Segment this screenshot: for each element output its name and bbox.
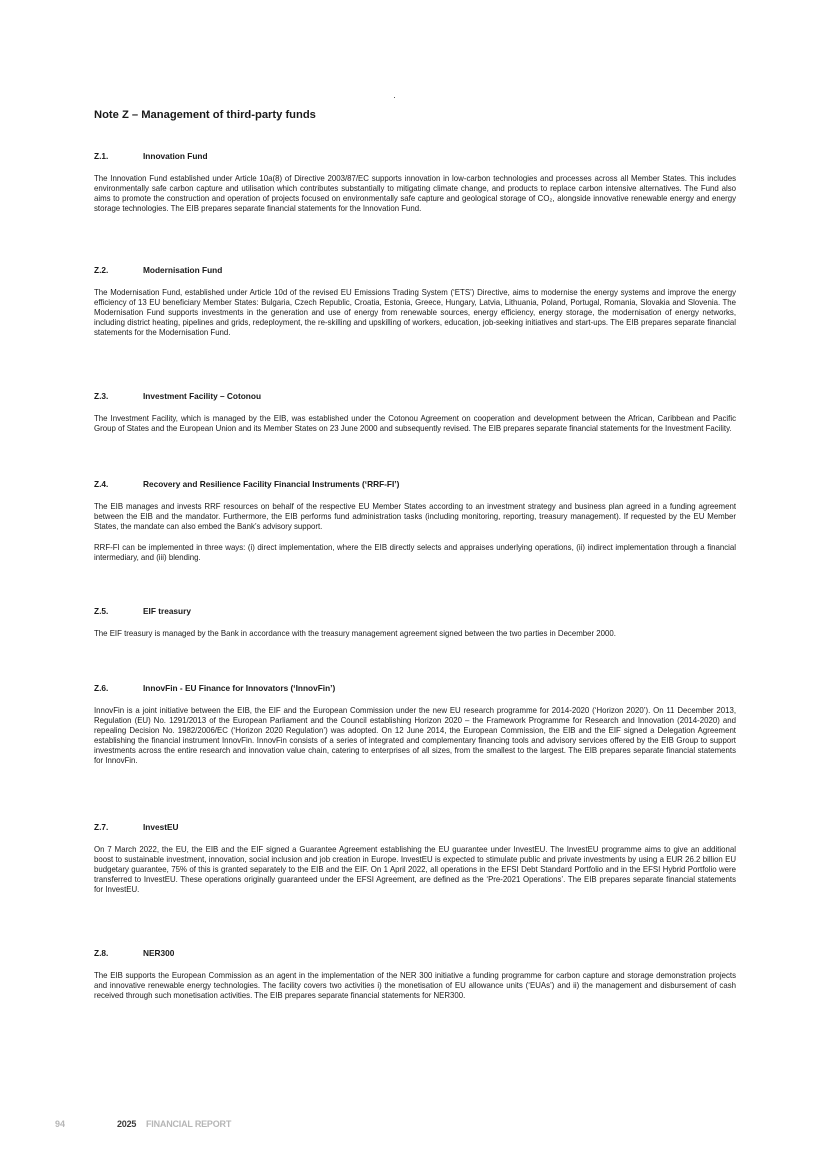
section-title: EIF treasury — [143, 606, 191, 616]
section-number: Z.7. — [94, 822, 109, 832]
section-heading — [94, 947, 736, 959]
section-title: InvestEU — [143, 822, 179, 832]
page-footer — [55, 1119, 355, 1133]
section-number: Z.5. — [94, 606, 109, 616]
page-number: 94 — [55, 1119, 66, 1129]
note-title: Note Z – Management of third-party funds — [94, 109, 316, 121]
section-paragraph: On 7 March 2022, the EU, the EIB and the EIF signed a Guarantee Agreement establishing the EU guarantee under InvestEU. The InvestEU programme aims to give an additional boost to sustainable investment, innovation, social inclusion and job creation in Europe. InvestEU is expected to stimulate public and private investments by using a EUR 26.2 billion EU budgetary guarantee, 75% of this is granted separately to the EIB and the EIF. On 1 April 2022, all operations in the EFSI Debt Standard Portfolio and in the EFSI Hybrid Portfolio were transferred to InvestEU. These operations originally guaranteed under the EFSI Agreement, are defined as the ‘Pre-2021 Operations’. The EIB prepares separate financial statements for InvestEU. — [94, 845, 736, 895]
section-paragraph: The EIB manages and invests RRF resources on behalf of the respective EU Member States according to an investment strategy and business plan agreed in a funding agreement between the EIB and the mandator. Furthermore, the EIB performs fund administration tasks (including monitoring, reporting, treasury management). If requested by the EU Member States, the mandate can also embed the Bank’s advisory support. — [94, 502, 736, 532]
section-paragraph: The EIB supports the European Commission as an agent in the implementation of the NER 300 initiative a funding programme for carbon capture and storage demonstration projects and innovative renewable energy technologies. The facility covers two activities i) the monetisation of EU allowance units (‘EUAs’) and ii) the management and disbursement of cash received through such monetisation activities. The EIB prepares separate financial statements for NER300. — [94, 971, 736, 1001]
section-paragraph: The Modernisation Fund, established under Article 10d of the revised EU Emissions Trading System (‘ETS’) Directive, aims to modernise the energy systems and improve the energy efficiency of 13 EU beneficiary Member States: Bulgaria, Czech Republic, Croatia, Estonia, Greece, Hungary, Latvia, Lithuania, Poland, Portugal, Romania, Slovakia and Slovenia. The Modernisation Fund supports investments in the generation and use of energy from renewable sources, energy efficiency, energy storage, the modernisation of energy networks, including district heating, pipelines and grids, redeployment, the re-skilling and upskilling of workers, education, job-seeking initiatives and start-ups. The EIB prepares separate financial statements for the Modernisation Fund. — [94, 288, 736, 338]
section-paragraph: InnovFin is a joint initiative between the EIB, the EIF and the European Commission under the new EU research programme for 2014-2020 (‘Horizon 2020’). On 11 December 2013, Regulation (EU) No. 1291/2013 of the European Parliament and the Council establishing Horizon 2020 – the Framework Programme for Research and Innovation (2014-2020) and repealing Decision No. 1982/2006/EC (‘Horizon 2020 Regulation’) was adopted. On 12 June 2014, the European Commission, the EIB and the EIF signed a Delegation Agreement establishing the financial instrument InnovFin. InnovFin consists of a series of integrated and complementary financing tools and advisory services offered by the EIB Group to support investments across the entire research and innovation value chain, catering to enterprises of all sizes, from the smallest to the largest. The EIB prepares separate financial statements for InnovFin. — [94, 706, 736, 766]
section-innovfin — [94, 682, 736, 767]
section-title: NER300 — [143, 948, 175, 958]
section-eif-treasury — [94, 605, 736, 639]
section-investeu — [94, 821, 736, 895]
section-innovation-fund — [94, 150, 736, 214]
section-ner300 — [94, 947, 736, 1001]
section-heading — [94, 821, 736, 833]
section-title: InnovFin - EU Finance for Innovators (‘InnovFin’) — [143, 683, 336, 693]
section-paragraph: The Investment Facility, which is managed by the EIB, was established under the Cotonou Agreement on cooperation and development between the African, Caribbean and Pacific Group of States and the European Union and its Member States on 23 June 2000 and subsequently revised. The EIB prepares separate financial statements for the Investment Facility. — [94, 414, 736, 434]
section-paragraph: RRF-FI can be implemented in three ways: (i) direct implementation, where the EIB directly selects and appraises underlying operations, (ii) indirect implementation through a financial intermediary, and (iii) blending. — [94, 543, 736, 563]
section-number: Z.1. — [94, 151, 109, 161]
section-number: Z.4. — [94, 479, 109, 489]
stray-mark — [394, 97, 395, 98]
section-number: Z.2. — [94, 265, 109, 275]
section-title: Innovation Fund — [143, 151, 208, 161]
section-title: Recovery and Resilience Facility Financial Instruments (‘RRF-FI’) — [143, 479, 400, 489]
section-paragraph: The EIF treasury is managed by the Bank in accordance with the treasury management agreement signed between the two parties in December 2000. — [94, 629, 616, 638]
section-heading — [94, 390, 736, 402]
section-paragraph: The Innovation Fund established under Article 10a(8) of Directive 2003/87/EC supports innovation in low-carbon technologies and processes across all Member States. This includes environmentally safe carbon capture and utilisation which contributes substantially to mitigating climate change, and products to replace carbon intensive alternatives. The Fund also aims to promote the construction and operation of projects focused on environmentally safe capture and geological storage of CO₂, alongside innovative renewable energy and energy storage technologies. The EIB prepares separate financial statements for the Innovation Fund. — [94, 174, 736, 214]
report-year: 2025 — [117, 1119, 137, 1129]
section-heading — [94, 605, 736, 617]
section-number: Z.3. — [94, 391, 109, 401]
section-heading — [94, 264, 736, 276]
section-heading — [94, 682, 736, 694]
section-heading — [94, 478, 736, 490]
section-investment-facility-cotonou — [94, 390, 736, 434]
section-number: Z.6. — [94, 683, 109, 693]
section-title: Modernisation Fund — [143, 265, 223, 275]
report-label: FINANCIAL REPORT — [146, 1119, 232, 1129]
section-heading — [94, 150, 736, 162]
section-modernisation-fund — [94, 264, 736, 338]
section-number: Z.8. — [94, 948, 109, 958]
section-title: Investment Facility – Cotonou — [143, 391, 262, 401]
section-rrf-fi — [94, 478, 736, 563]
